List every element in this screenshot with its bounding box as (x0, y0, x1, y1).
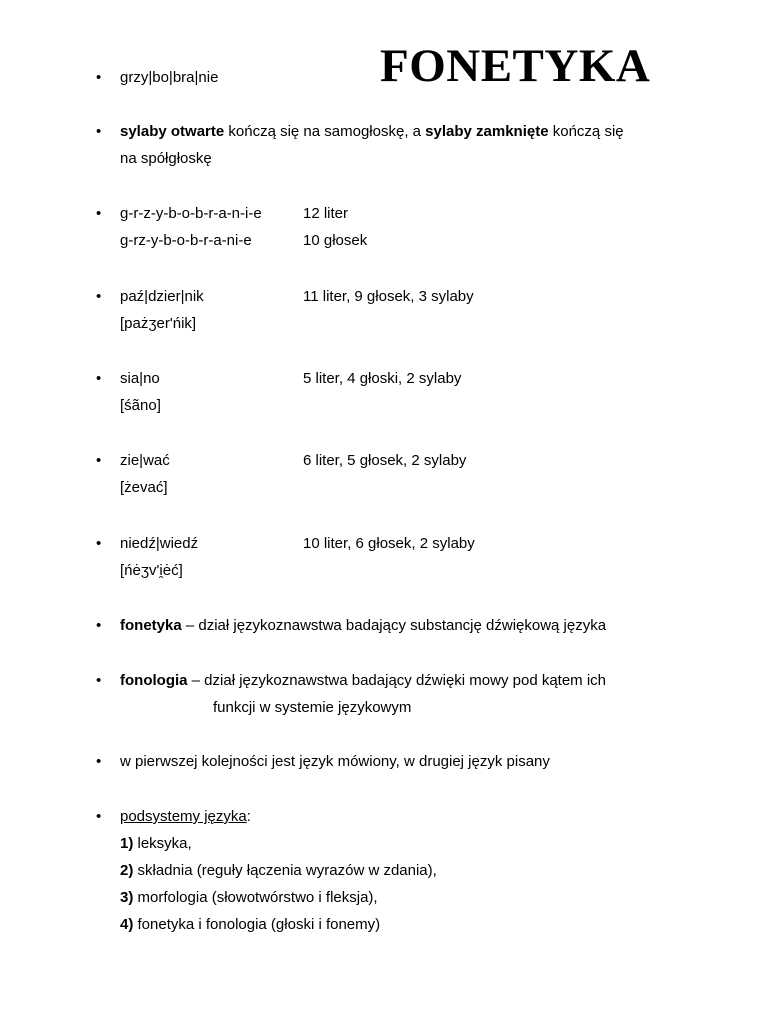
bullet: • (96, 205, 102, 222)
subsystems-heading: podsystemy języka (120, 808, 247, 825)
subsystem-item (120, 830, 696, 857)
subsystem-item (120, 857, 696, 884)
term-closed-syllables: sylaby zamknięte (425, 123, 549, 140)
bullet: • (96, 452, 102, 469)
list-item (96, 200, 696, 254)
syllable-split-text: grzy|bo|bra|nie (120, 69, 219, 86)
term-phonology: fonologia (120, 672, 188, 689)
page-title: FONETYKA (380, 40, 651, 92)
list-item (96, 803, 696, 938)
word-counts: 6 liter, 5 głosek, 2 sylaby (303, 452, 467, 469)
list-item (96, 530, 696, 584)
definition: – dział językoznawstwa badający dźwięki mowy pod kątem ich (187, 672, 607, 689)
bullet: • (96, 753, 102, 770)
word-counts: 5 liter, 4 głoski, 2 sylaby (303, 370, 462, 387)
list-item (96, 283, 696, 337)
heading-colon: : (246, 808, 251, 825)
word-counts: 11 liter, 9 głosek, 3 sylaby (303, 288, 474, 305)
list-item (96, 612, 696, 639)
bullet: • (96, 123, 102, 140)
bullet: • (96, 69, 102, 86)
definition-continuation: funkcji w systemie językowym (213, 699, 412, 716)
sound-count: 10 głosek (303, 232, 368, 249)
subsystem-number: 1) (120, 835, 134, 852)
subsystem-text: fonetyka i fonologia (głoski i fonemy) (133, 916, 381, 933)
list-item (96, 118, 696, 172)
phonetic-transcription: [śãno] (120, 397, 161, 414)
subsystem-number: 3) (120, 889, 134, 906)
subsystem-item (120, 911, 696, 938)
bullet: • (96, 808, 102, 825)
bullet: • (96, 535, 102, 552)
list-item (96, 667, 696, 721)
phonetic-transcription: [ńėʒv'i̯ėć] (120, 562, 183, 579)
list-item (96, 365, 696, 419)
subsystem-text: leksyka, (133, 835, 192, 852)
phonetic-transcription: [pażʒer'ńik] (120, 315, 197, 332)
subsystem-number: 4) (120, 916, 134, 933)
term-phonetics: fonetyka (120, 617, 182, 634)
list-item (96, 447, 696, 501)
word-counts: 10 liter, 6 głosek, 2 sylaby (303, 535, 475, 552)
bullet: • (96, 288, 102, 305)
letter-count: 12 liter (303, 205, 349, 222)
subsystem-item (120, 884, 696, 911)
subsystem-text: morfologia (słowotwórstwo i fleksja), (133, 889, 378, 906)
bullet: • (96, 370, 102, 387)
sounds-split: g-rz-y-b-o-b-r-a-ni-e (120, 232, 252, 249)
definition: – dział językoznawstwa badający substancję dźwiękową języka (181, 617, 607, 634)
bullet: • (96, 672, 102, 689)
text-part: kończą się (548, 123, 624, 140)
word-syllables: zie|wać (120, 452, 170, 469)
phonetic-transcription: [żevać] (120, 479, 168, 496)
subsystem-text: składnia (reguły łączenia wyrazów w zdania), (133, 862, 437, 879)
word-syllables: paź|dzier|nik (120, 288, 204, 305)
subsystem-number: 2) (120, 862, 134, 879)
text-part: kończą się na samogłoskę, a (224, 123, 426, 140)
word-syllables: niedź|wiedź (120, 535, 199, 552)
statement-text: w pierwszej kolejności jest język mówiony, w drugiej język pisany (120, 753, 550, 770)
text-continuation: na spółgłoskę (120, 150, 212, 167)
list-item (96, 748, 696, 775)
list-item (96, 64, 696, 91)
word-syllables: sia|no (120, 370, 160, 387)
letters-split: g-r-z-y-b-o-b-r-a-n-i-e (120, 205, 262, 222)
bullet: • (96, 617, 102, 634)
term-open-syllables: sylaby otwarte (120, 123, 225, 140)
